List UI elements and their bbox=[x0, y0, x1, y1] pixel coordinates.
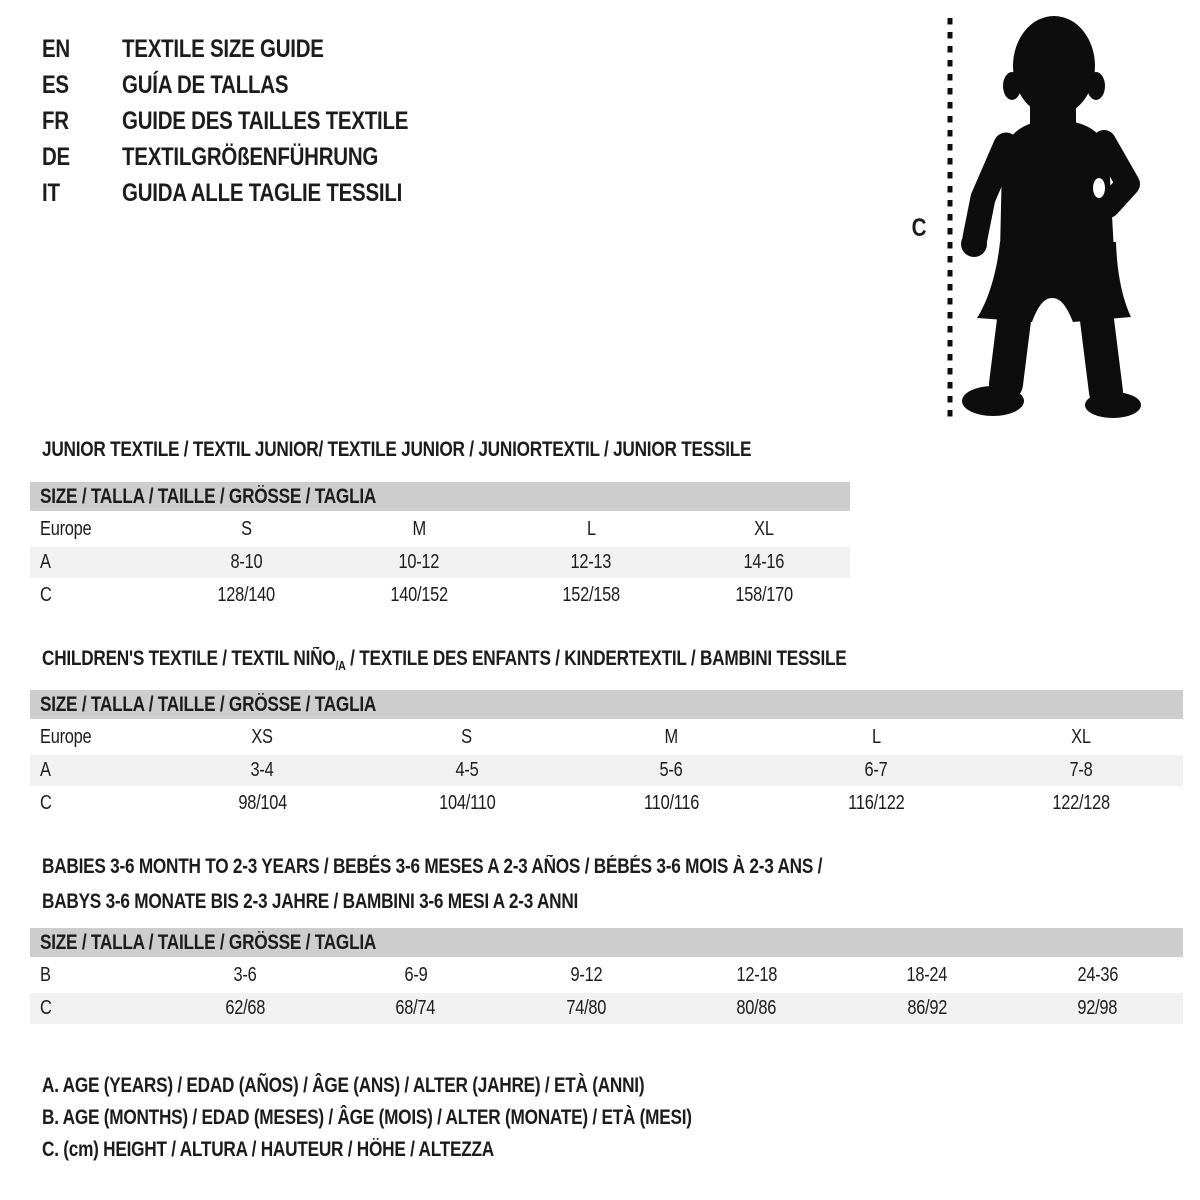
language-code-text: EN bbox=[42, 34, 70, 63]
legend-line-a: A. AGE (YEARS) / EDAD (AÑOS) / ÂGE (ANS) / ALTER (JAHRE) / ETÀ (ANNI) bbox=[42, 1074, 645, 1097]
junior-section-title bbox=[42, 432, 907, 467]
height-measure-label-text: C bbox=[911, 214, 927, 242]
row-label-cell: C bbox=[40, 997, 52, 1019]
table-cell: 68/74 bbox=[395, 997, 436, 1019]
babies-title-line2: BABYS 3-6 MONATE BIS 2-3 JAHRE / BAMBINI 3-6 MESI A 2-3 ANNI bbox=[42, 890, 579, 913]
table-row-sizes bbox=[30, 514, 850, 545]
row-label-cell: Europe bbox=[40, 518, 92, 540]
legend-line-b: B. AGE (MONTHS) / EDAD (MESES) / ÂGE (MOIS) / ALTER (MONATE) / ETÀ (MESI) bbox=[42, 1106, 692, 1129]
size-header-text: SIZE / TALLA / TAILLE / GRÖSSE / TAGLIA bbox=[40, 930, 377, 954]
nino-a-subscript: /A bbox=[335, 658, 346, 673]
row-label-cell: A bbox=[40, 759, 51, 781]
language-row bbox=[42, 139, 471, 175]
toddler-silhouette-icon bbox=[880, 0, 1200, 430]
table-row-months bbox=[30, 960, 1183, 991]
language-code-text: ES bbox=[42, 70, 69, 99]
table-cell: 140/152 bbox=[389, 584, 448, 606]
table-row-age bbox=[30, 755, 1183, 786]
table-cell: 104/110 bbox=[438, 792, 496, 814]
junior-size-table bbox=[30, 482, 850, 613]
size-header-bar bbox=[30, 482, 850, 511]
table-cell: 122/128 bbox=[1051, 792, 1110, 814]
size-header-text: SIZE / TALLA / TAILLE / GRÖSSE / TAGLIA bbox=[40, 692, 377, 716]
toddler-silhouette-figure bbox=[880, 0, 1200, 430]
language-code bbox=[42, 179, 122, 208]
table-cell: 8-10 bbox=[230, 551, 263, 573]
row-label-cell: B bbox=[40, 964, 51, 986]
table-cell: 158/170 bbox=[734, 584, 793, 606]
table-cell: 80/86 bbox=[736, 997, 777, 1019]
measurement-legend bbox=[42, 1070, 834, 1166]
language-code bbox=[42, 107, 122, 136]
table-cell: M bbox=[664, 726, 679, 748]
table-cell: 62/68 bbox=[225, 997, 266, 1019]
language-code bbox=[42, 143, 122, 172]
guide-title: GUÍA DE TALLAS bbox=[122, 70, 289, 99]
table-cell: 3-6 bbox=[233, 964, 257, 986]
language-title-list bbox=[42, 31, 471, 211]
language-code bbox=[42, 35, 122, 64]
table-cell: 152/158 bbox=[562, 584, 621, 606]
row-label-cell: C bbox=[40, 584, 52, 606]
table-cell: L bbox=[871, 726, 881, 748]
table-row-height bbox=[30, 580, 850, 611]
height-measure-label bbox=[910, 214, 928, 243]
children-size-table bbox=[30, 690, 1183, 821]
size-header-bar bbox=[30, 928, 1183, 957]
language-code bbox=[42, 71, 122, 100]
toddler-body-shapes bbox=[961, 16, 1141, 418]
table-cell: 7-8 bbox=[1069, 759, 1093, 781]
table-cell: 6-9 bbox=[404, 964, 428, 986]
table-cell: L bbox=[586, 518, 596, 540]
table-cell: 9-12 bbox=[570, 964, 603, 986]
row-label-cell: C bbox=[40, 792, 52, 814]
language-row bbox=[42, 175, 471, 211]
table-cell: 86/92 bbox=[907, 997, 948, 1019]
legend-line-c: C. (cm) HEIGHT / ALTURA / HAUTEUR / HÖHE / ALTEZZA bbox=[42, 1138, 494, 1161]
table-cell: 116/122 bbox=[847, 792, 905, 814]
size-header-text: SIZE / TALLA / TAILLE / GRÖSSE / TAGLIA bbox=[40, 484, 377, 508]
table-cell: 110/116 bbox=[643, 792, 700, 814]
language-code-text: DE bbox=[42, 142, 70, 171]
guide-title: GUIDE DES TAILLES TEXTILE bbox=[122, 106, 409, 135]
table-cell: 4-5 bbox=[455, 759, 479, 781]
table-row-height bbox=[30, 993, 1183, 1024]
table-cell: 12-18 bbox=[736, 964, 778, 986]
table-cell: 18-24 bbox=[906, 964, 948, 986]
babies-title-line1: BABIES 3-6 MONTH TO 2-3 YEARS / BEBÉS 3-6 MESES A 2-3 AÑOS / BÉBÉS 3-6 MOIS À 2-3 ANS / bbox=[42, 855, 823, 878]
row-label-cell: Europe bbox=[40, 726, 92, 748]
size-header-bar bbox=[30, 690, 1183, 719]
table-cell: 98/104 bbox=[237, 792, 287, 814]
babies-size-table bbox=[30, 928, 1183, 1026]
row-label-cell: A bbox=[40, 551, 51, 573]
table-cell: 92/98 bbox=[1077, 997, 1118, 1019]
junior-section-title-text: JUNIOR TEXTILE / TEXTIL JUNIOR/ TEXTILE JUNIOR / JUNIORTEXTIL / JUNIOR TESSILE bbox=[42, 438, 752, 461]
language-code-text: IT bbox=[42, 178, 60, 207]
children-section-title bbox=[42, 641, 1023, 678]
table-cell: 3-4 bbox=[250, 759, 274, 781]
table-cell: 14-16 bbox=[743, 551, 785, 573]
babies-section-title bbox=[42, 849, 993, 919]
table-cell: 5-6 bbox=[660, 759, 683, 781]
table-row-height bbox=[30, 788, 1183, 819]
table-cell: XL bbox=[1070, 726, 1091, 748]
table-cell: 12-13 bbox=[570, 551, 612, 573]
language-row bbox=[42, 67, 471, 103]
language-code-text: FR bbox=[42, 106, 69, 135]
table-cell: XL bbox=[753, 518, 774, 540]
table-cell: S bbox=[240, 518, 252, 540]
table-cell: XS bbox=[251, 726, 273, 748]
table-row-age bbox=[30, 547, 850, 578]
guide-title: GUIDA ALLE TAGLIE TESSILI bbox=[122, 178, 403, 207]
table-cell: 10-12 bbox=[398, 551, 440, 573]
language-row bbox=[42, 31, 471, 67]
table-cell: M bbox=[412, 518, 426, 540]
children-section-title-text: CHILDREN'S TEXTILE / TEXTIL $NIÑO_{/A}$ / TEXTILE DES ENFANTS / KINDERTEXTIL / BAMBINI TESSILE bbox=[42, 647, 847, 673]
table-cell: 128/140 bbox=[217, 584, 276, 606]
guide-title: TEXTILGRÖßENFÜHRUNG bbox=[122, 142, 379, 171]
guide-title: TEXTILE SIZE GUIDE bbox=[122, 34, 324, 63]
table-cell: 6-7 bbox=[864, 759, 888, 781]
language-row bbox=[42, 103, 471, 139]
table-row-sizes bbox=[30, 722, 1183, 753]
table-cell: 24-36 bbox=[1077, 964, 1119, 986]
table-cell: 74/80 bbox=[566, 997, 607, 1019]
table-cell: S bbox=[461, 726, 473, 748]
